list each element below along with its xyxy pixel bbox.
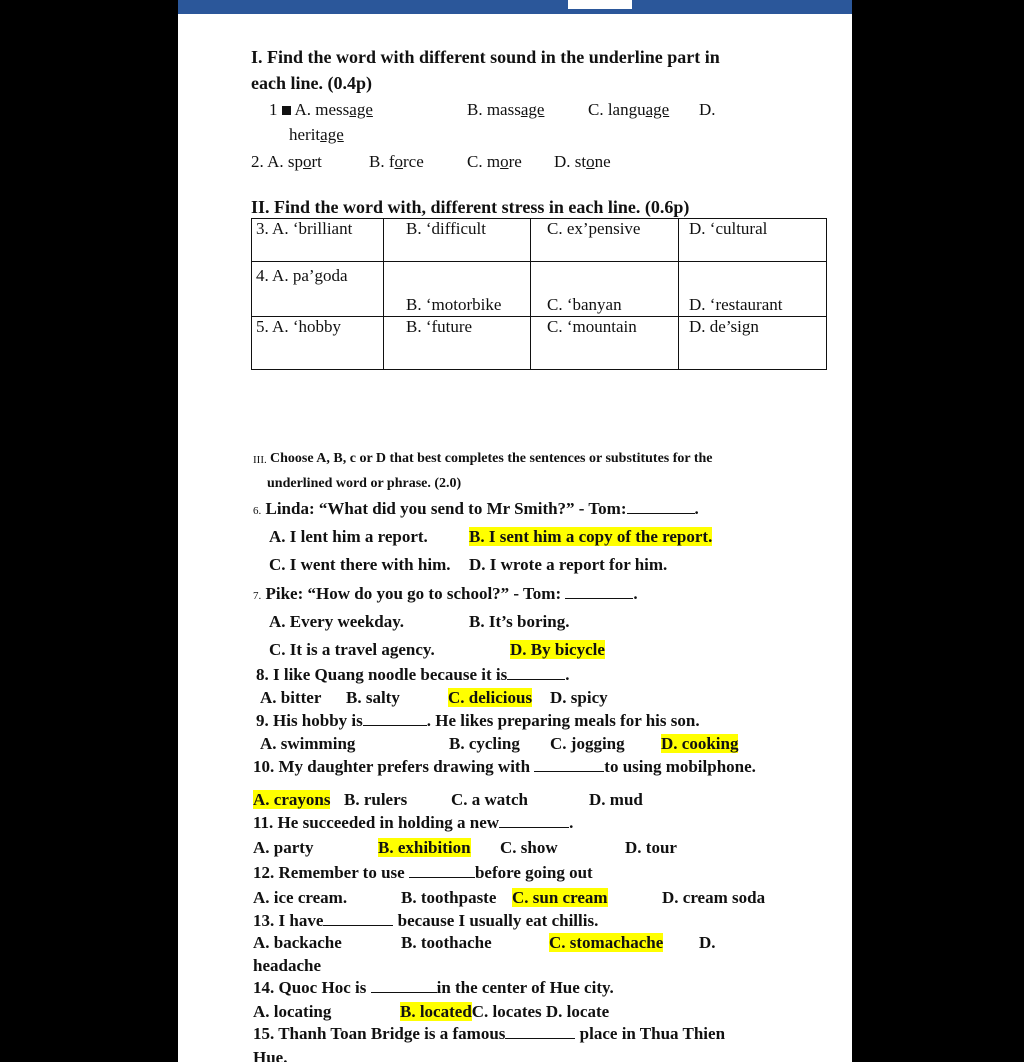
q9-question: 9. His hobby is . He likes preparing meals for his son.	[256, 711, 700, 730]
q13-question: 13. I have because I usually eat chillis.	[253, 911, 599, 930]
q1-option-d: heritage	[289, 125, 344, 144]
q12-option-b: B. toothpaste	[401, 888, 497, 907]
q12-option-a: A. ice cream.	[253, 888, 348, 907]
q10-option-a: A. crayons	[253, 790, 331, 809]
q13-option-d-label: D.	[699, 933, 716, 952]
q7-question: 7. Pike: “How do you go to school?” - Tom: .	[253, 584, 638, 603]
q1-option-c: C. language	[588, 100, 670, 119]
q14-question: 14. Quoc Hoc is in the center of Hue city.	[253, 978, 614, 997]
q6-option-c: C. I went there with him.	[269, 555, 451, 574]
app-top-bar	[178, 0, 852, 14]
stress-table	[251, 218, 827, 370]
q10-option-b: B. rulers	[344, 790, 408, 809]
table-cell: D. de’sign	[679, 317, 827, 370]
q1-line	[269, 100, 373, 120]
section1-heading-line1: I. Find the word with different sound in the underline part in	[251, 47, 720, 67]
q6-question: 6. Linda: “What did you send to Mr Smith?” - Tom: .	[253, 499, 699, 518]
table-cell: B. ‘future	[384, 317, 531, 370]
q1-number: 1	[269, 100, 278, 119]
section2-heading: II. Find the word with, different stress in each line. (0.6p)	[251, 197, 690, 217]
q13-option-c: C. stomachache	[549, 933, 664, 952]
q6-option-b: B. I sent him a copy of the report.	[469, 527, 713, 546]
section3-heading-line2: underlined word or phrase. (2.0)	[267, 476, 462, 491]
table-row	[252, 219, 827, 262]
table-cell: B. ‘motorbike	[384, 262, 531, 317]
q1-option-a: A. mess	[294, 100, 350, 119]
q9-option-c: C. jogging	[550, 734, 625, 753]
q2-option-d: D. stone	[554, 152, 611, 171]
q8-option-a: A. bitter	[260, 688, 322, 707]
q10-option-d: D. mud	[589, 790, 643, 809]
q2-line: 2. A. sport	[251, 152, 322, 171]
q7-option-a: A. Every weekday.	[269, 612, 405, 631]
q9-option-b: B. cycling	[449, 734, 520, 753]
q15-question: 15. Thanh Toan Bridge is a famous place in Thua Thien	[253, 1024, 726, 1043]
q11-option-a: A. party	[253, 838, 314, 857]
q7-option-c: C. It is a travel agency.	[269, 640, 435, 659]
q11-question: 11. He succeeded in holding a new .	[253, 813, 574, 832]
table-cell: C. ‘mountain	[531, 317, 679, 370]
q9-option-a: A. swimming	[260, 734, 356, 753]
q2-option-b: B. force	[369, 152, 424, 171]
q12-option-d: D. cream soda	[662, 888, 766, 907]
q8-option-d: D. spicy	[550, 688, 608, 707]
q6-option-d: D. I wrote a report for him.	[469, 555, 668, 574]
q2-option-c: C. more	[467, 152, 522, 171]
bullet-icon	[282, 106, 291, 115]
q12-option-c: C. sun cream	[512, 888, 608, 907]
q13-option-b: B. toothache	[401, 933, 492, 952]
q7-option-b: B. It’s boring.	[469, 612, 570, 631]
top-bar-tab[interactable]	[568, 0, 632, 9]
q1-option-d-label: D.	[699, 100, 716, 119]
section3-heading-line1: Choose A, B, c or D that best completes the sentences or substitutes for the	[270, 451, 713, 466]
q13-option-d: headache	[253, 956, 321, 975]
q13-option-a: A. backache	[253, 933, 342, 952]
q9-option-d: D. cooking	[661, 734, 739, 753]
q10-question: 10. My daughter prefers drawing with to using mobilphone.	[253, 757, 756, 776]
table-row	[252, 317, 827, 370]
q6-option-a: A. I lent him a report.	[269, 527, 428, 546]
q7-option-d: D. By bicycle	[510, 640, 605, 659]
table-cell: D. ‘restaurant	[679, 262, 827, 317]
table-cell: C. ex’pensive	[531, 219, 679, 262]
q15-question-line2: Hue.	[253, 1048, 288, 1062]
table-cell: B. ‘difficult	[384, 219, 531, 262]
table-cell: 4. A. pa’goda	[252, 262, 384, 317]
q10-option-c: C. a watch	[451, 790, 528, 809]
q1-option-a-underline: age	[349, 100, 373, 119]
document-page	[178, 14, 852, 1062]
q8-option-b: B. salty	[346, 688, 400, 707]
q8-option-c: C. delicious	[448, 688, 533, 707]
q14-option-b: B. locatedC. locates D. locate	[400, 1002, 610, 1021]
table-cell: 3. A. ‘brilliant	[252, 219, 384, 262]
q8-question: 8. I like Quang noodle because it is .	[256, 665, 570, 684]
section1-heading-line2: each line. (0.4p)	[251, 73, 372, 93]
q11-option-b: B. exhibition	[378, 838, 471, 857]
table-cell: D. ‘cultural	[679, 219, 827, 262]
q1-option-b: B. massage	[467, 100, 545, 119]
table-row	[252, 262, 827, 317]
section3-number: III.	[253, 454, 267, 466]
q14-option-a: A. locating	[253, 1002, 332, 1021]
q12-question: 12. Remember to use before going out	[253, 863, 593, 882]
table-cell: C. ‘banyan	[531, 262, 679, 317]
table-cell: 5. A. ‘hobby	[252, 317, 384, 370]
q11-option-c: C. show	[500, 838, 558, 857]
q11-option-d: D. tour	[625, 838, 677, 857]
q2-number: 2.	[251, 152, 264, 171]
